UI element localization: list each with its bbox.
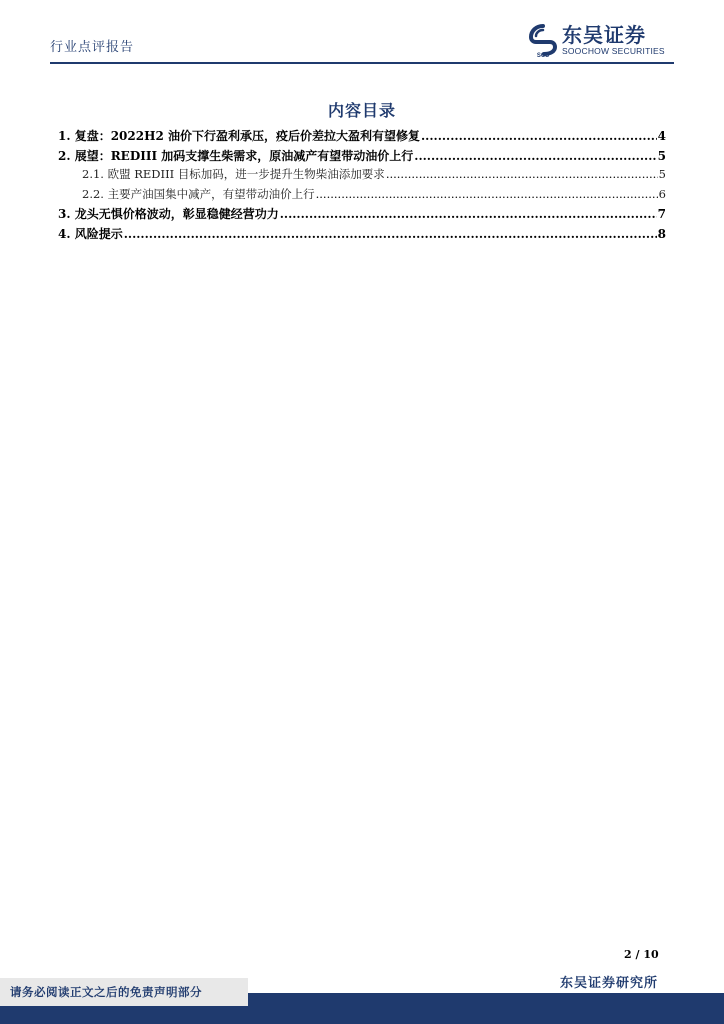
- toc-leader-dots: [421, 129, 657, 143]
- table-of-contents: [58, 127, 666, 244]
- report-type-label: 行业点评报告: [50, 40, 135, 55]
- toc-entry-text: 3. 龙头无惧价格波动，彰显稳健经营功力: [58, 207, 279, 221]
- footer-organization: 东吴证券研究所: [560, 976, 659, 991]
- toc-entry[interactable]: [58, 147, 666, 167]
- logo-chinese-name: 东吴证券: [562, 23, 646, 47]
- toc-entry-text: 2.2. 主要产油国集中减产，有望带动油价上行: [82, 186, 315, 201]
- toc-leader-dots: [316, 187, 658, 201]
- logo-mark-text: SCS: [536, 53, 550, 58]
- toc-entry-text: 1. 复盘：2022H2 油价下行盈利承压，疫后价差拉大盈利有望修复: [58, 129, 420, 143]
- soochow-logo-icon: [528, 24, 558, 58]
- toc-entry[interactable]: [58, 225, 666, 245]
- disclaimer-notice: 请务必阅读正文之后的免责声明部分: [0, 978, 248, 1006]
- toc-entry-page: 6: [658, 186, 666, 201]
- toc-entry[interactable]: [58, 166, 666, 186]
- toc-leader-dots: [386, 167, 658, 181]
- toc-entry[interactable]: [58, 127, 666, 147]
- logo-english-name: SOOCHOW SECURITIES: [562, 46, 665, 56]
- toc-entry[interactable]: [58, 186, 666, 206]
- toc-entry-page: 4: [657, 129, 666, 143]
- toc-leader-dots: [124, 227, 657, 241]
- toc-entry[interactable]: [58, 205, 666, 225]
- toc-entry-page: 5: [658, 167, 666, 181]
- toc-title: 内容目录: [327, 101, 396, 120]
- toc-entry-text: 2.1. 欧盟 REDIII 目标加码，进一步提升生物柴油添加要求: [82, 167, 385, 181]
- company-logo: [528, 24, 678, 60]
- toc-leader-dots: [280, 207, 657, 221]
- toc-entry-page: 8: [657, 226, 666, 241]
- toc-leader-dots: [414, 149, 656, 163]
- toc-entry-page: 5: [657, 148, 666, 163]
- toc-entry-text: 2. 展望：REDIII 加码支撑生柴需求，原油减产有望带动油价上行: [58, 148, 414, 163]
- toc-entry-text: 4. 风险提示: [58, 226, 123, 241]
- toc-entry-page: 7: [657, 207, 666, 221]
- page-number: 2 / 10: [624, 948, 659, 961]
- header-divider: [50, 62, 674, 64]
